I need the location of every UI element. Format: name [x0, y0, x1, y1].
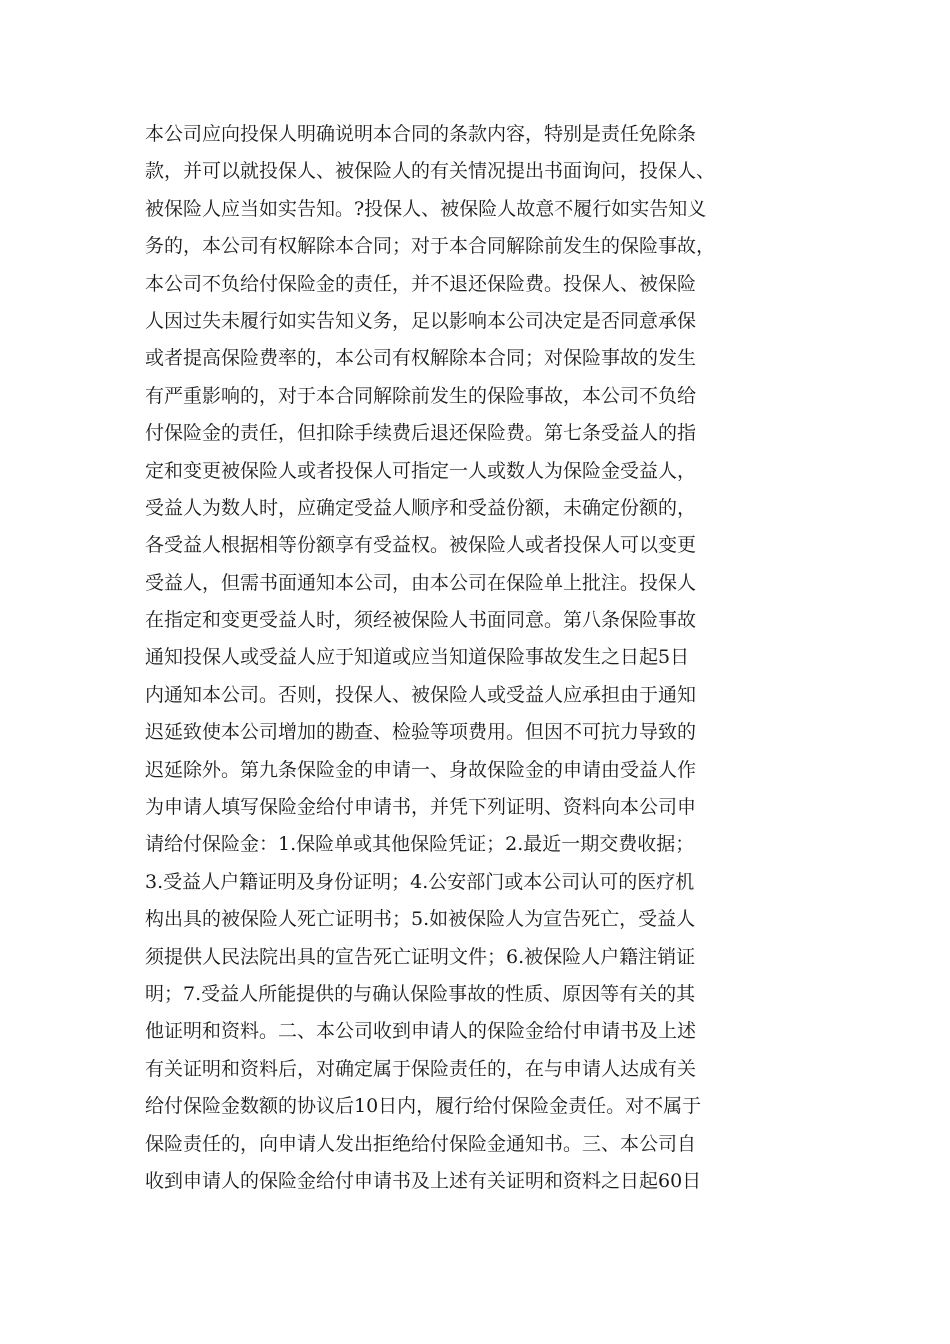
text-line: 受益人为数人时，应确定受益人顺序和受益份额，未确定份额的， [145, 496, 697, 519]
text-line: 务的，本公司有权解除本合同；对于本合同解除前发生的保险事故， [145, 235, 716, 258]
text-line: 给付保险金数额的协议后10日内，履行给付保险金责任。对不属于 [145, 1095, 702, 1118]
text-line: 各受益人根据相等份额享有受益权。被保险人或者投保人可以变更 [145, 534, 697, 557]
text-line: 或者提高保险费率的，本公司有权解除本合同；对保险事故的发生 [145, 347, 697, 370]
text-line: 内通知本公司。否则，投保人、被保险人或受益人应承担由于通知 [145, 683, 697, 706]
text-line: 明；7.受益人所能提供的与确认保险事故的性质、原因等有关的其 [145, 982, 696, 1005]
text-line: 有关证明和资料后，对确定属于保险责任的，在与申请人达成有关 [145, 1057, 697, 1080]
text-line: 付保险金的责任，但扣除手续费后退还保险费。第七条受益人的指 [145, 422, 697, 445]
text-line: 3.受益人户籍证明及身份证明；4.公安部门或本公司认可的医疗机 [145, 870, 695, 893]
text-line: 收到申请人的保险金给付申请书及上述有关证明和资料之日起60日 [145, 1169, 702, 1192]
text-line: 人因过失未履行如实告知义务，足以影响本公司决定是否同意承保 [145, 309, 697, 332]
text-line: 受益人，但需书面通知本公司，由本公司在保险单上批注。投保人 [145, 571, 697, 594]
text-line: 款，并可以就投保人、被保险人的有关情况提出书面询问，投保人、 [145, 160, 716, 183]
text-line: 须提供人民法院出具的宣告死亡证明文件；6.被保险人户籍注销证 [145, 945, 696, 968]
text-line: 本公司不负给付保险金的责任，并不退还保险费。投保人、被保险 [145, 272, 697, 295]
text-line: 他证明和资料。二、本公司收到申请人的保险金给付申请书及上述 [145, 1020, 697, 1043]
text-line: 构出具的被保险人死亡证明书；5.如被保险人为宣告死亡，受益人 [145, 908, 696, 931]
text-line: 通知投保人或受益人应于知道或应当知道保险事故发生之日起5日 [145, 646, 690, 669]
text-line: 在指定和变更受益人时，须经被保险人书面同意。第八条保险事故 [145, 609, 697, 632]
text-line: 定和变更被保险人或者投保人可指定一人或数人为保险金受益人， [145, 459, 697, 482]
text-line: 有严重影响的，对于本合同解除前发生的保险事故，本公司不负给 [145, 384, 697, 407]
text-line: 迟延致使本公司增加的勘查、检验等项费用。但因不可抗力导致的 [145, 721, 697, 744]
text-line: 迟延除外。第九条保险金的申请一、身故保险金的申请由受益人作 [145, 758, 697, 781]
document-body-text [145, 116, 805, 1200]
text-line: 保险责任的，向申请人发出拒绝给付保险金通知书。三、本公司自 [145, 1132, 697, 1155]
text-line: 请给付保险金：1.保险单或其他保险凭证；2.最近一期交费收据； [145, 833, 695, 856]
text-line: 为申请人填写保险金给付申请书，并凭下列证明、资料向本公司申 [145, 796, 697, 819]
text-line: 本公司应向投保人明确说明本合同的条款内容，特别是责任免除条 [145, 123, 697, 145]
text-line: 被保险人应当如实告知。?投保人、被保险人故意不履行如实告知义 [145, 197, 707, 220]
